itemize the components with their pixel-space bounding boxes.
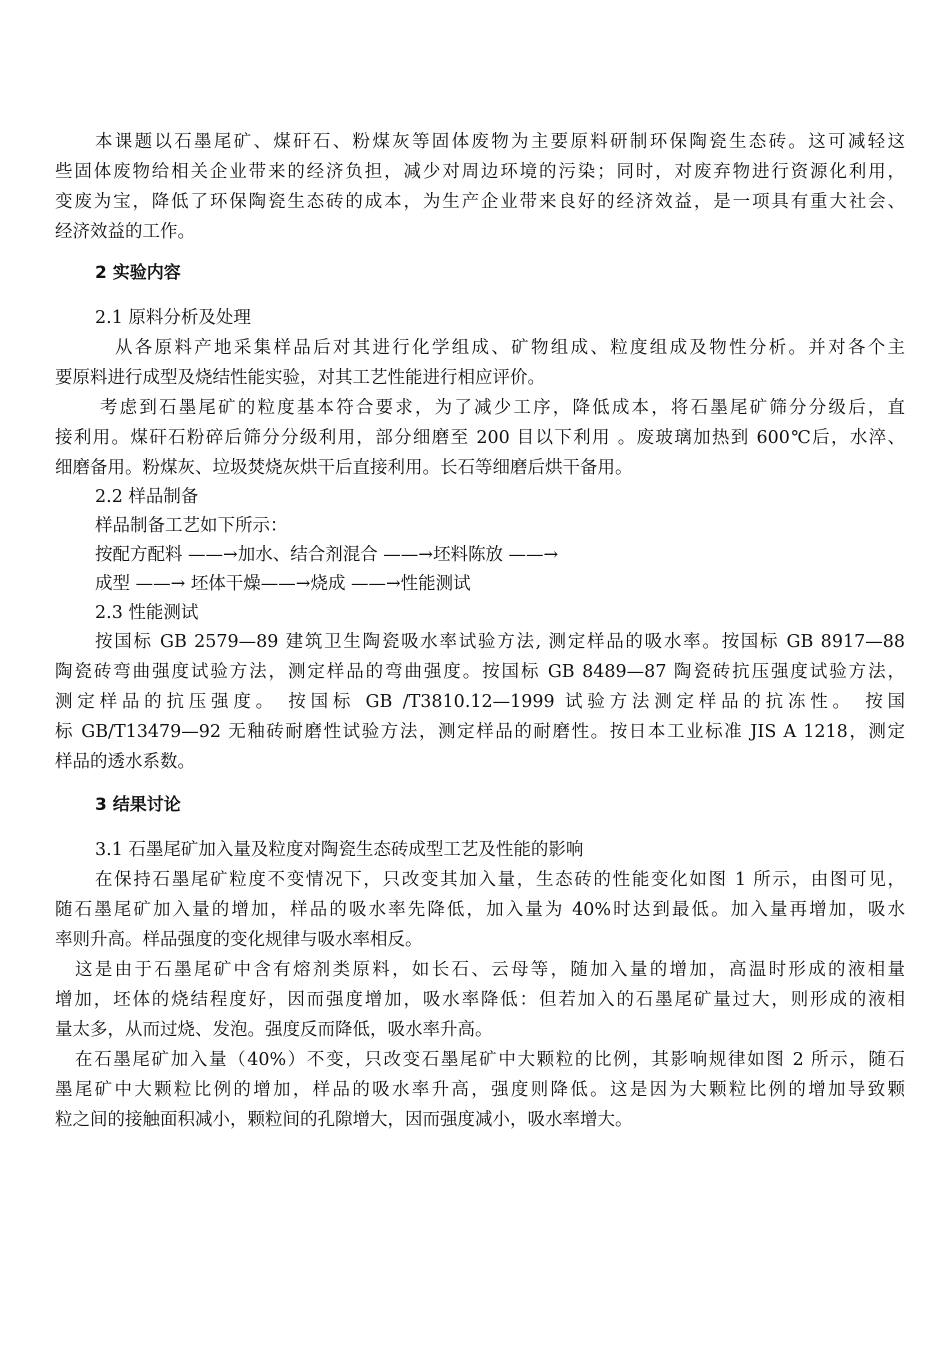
intro-line-3: 变废为宝，降低了环保陶瓷生态砖的成本，为生产企业带来良好的经济效益，是一项具有重大社会、	[55, 192, 905, 212]
s31-p2-line-3: 量太多，从而过烧、发泡。强度反而降低，吸水率升高。	[55, 1020, 493, 1040]
s31-p2-line-2: 增加，坯体的烧结程度好，因而强度增加，吸水率降低：但若加入的石墨尾矿量过大，则形成的液相	[55, 990, 905, 1010]
s23-line-1: 按国标 GB 2579—89 建筑卫生陶瓷吸水率试验方法, 测定样品的吸水率。按国标 GB 8917—88	[95, 632, 905, 652]
s21-p1-line-1: 从各原料产地采集样品后对其进行化学组成、矿物组成、粒度组成及物性分析。并对各个主	[115, 338, 905, 358]
s31-p1-line-2: 随石墨尾矿加入量的增加，样品的吸水率先降低，加入量为 40%时达到最低。加入量再增加，吸水	[55, 900, 905, 920]
s23-line-2: 陶瓷砖弯曲强度试验方法，测定样品的弯曲强度。按国标 GB 8489—87 陶瓷砖抗压强度试验方法，	[55, 662, 905, 682]
s23-line-3: 测定样品的抗压强度。 按国标 GB /T3810.12—1999 试验方法测定样品的抗冻性。 按国	[55, 692, 905, 712]
process-flow-line-2: 成型 ——→ 坯体干燥——→烧成 ——→性能测试	[95, 574, 471, 594]
section-3-heading: 3 结果讨论	[95, 795, 181, 815]
subsection-2-2-title: 2.2 样品制备	[95, 487, 199, 507]
s22-intro: 样品制备工艺如下所示：	[95, 516, 288, 536]
s31-p3-line-1: 在石墨尾矿加入量（40%）不变，只改变石墨尾矿中大颗粒的比例，其影响规律如图 2 所示，随石	[75, 1050, 905, 1070]
s21-p2-line-1: 考虑到石墨尾矿的粒度基本符合要求，为了减少工序，降低成本，将石墨尾矿筛分分级后，直	[100, 398, 905, 418]
s31-p3-line-2: 墨尾矿中大颗粒比例的增加，样品的吸水率升高，强度则降低。这是因为大颗粒比例的增加导致颗	[55, 1080, 905, 1100]
process-flow-line-1: 按配方配料 ——→加水、结合剂混合 ——→坯料陈放 ——→	[95, 545, 559, 565]
s21-p1-line-2: 要原料进行成型及烧结性能实验，对其工艺性能进行相应评价。	[55, 368, 545, 388]
s21-p2-line-3: 细磨备用。粉煤灰、垃圾焚烧灰烘干后直接利用。长石等细磨后烘干备用。	[55, 458, 633, 478]
s31-p3-line-3: 粒之间的接触面积减小，颗粒间的孔隙增大，因而强度减小，吸水率增大。	[55, 1110, 633, 1130]
s31-p1-line-1: 在保持石墨尾矿粒度不变情况下，只改变其加入量，生态砖的性能变化如图 1 所示，由图可见，	[95, 870, 905, 890]
s21-p2-line-2: 接利用。煤矸石粉碎后筛分分级利用，部分细磨至 200 目以下利用 。废玻璃加热到 600℃后，水淬、	[55, 428, 905, 448]
s31-p2-line-1: 这是由于石墨尾矿中含有熔剂类原料，如长石、云母等，随加入量的增加，高温时形成的液相量	[75, 960, 905, 980]
subsection-3-1-title: 3.1 石墨尾矿加入量及粒度对陶瓷生态砖成型工艺及性能的影响	[95, 840, 584, 860]
s23-line-5: 样品的透水系数。	[55, 752, 195, 772]
intro-line-2: 些固体废物给相关企业带来的经济负担，减少对周边环境的污染；同时，对废弃物进行资源化利用，	[55, 162, 905, 182]
subsection-2-1-title: 2.1 原料分析及处理	[95, 308, 251, 328]
s31-p1-line-3: 率则升高。样品强度的变化规律与吸水率相反。	[55, 930, 423, 950]
s23-line-4: 标 GB/T13479—92 无釉砖耐磨性试验方法，测定样品的耐磨性。按日本工业标准 JIS A 1218，测定	[55, 722, 905, 742]
section-2-heading: 2 实验内容	[95, 263, 181, 283]
subsection-2-3-title: 2.3 性能测试	[95, 603, 199, 623]
intro-line-4: 经济效益的工作。	[55, 222, 195, 242]
intro-line-1: 本课题以石墨尾矿、煤矸石、粉煤灰等固体废物为主要原料研制环保陶瓷生态砖。这可减轻这	[95, 132, 905, 152]
